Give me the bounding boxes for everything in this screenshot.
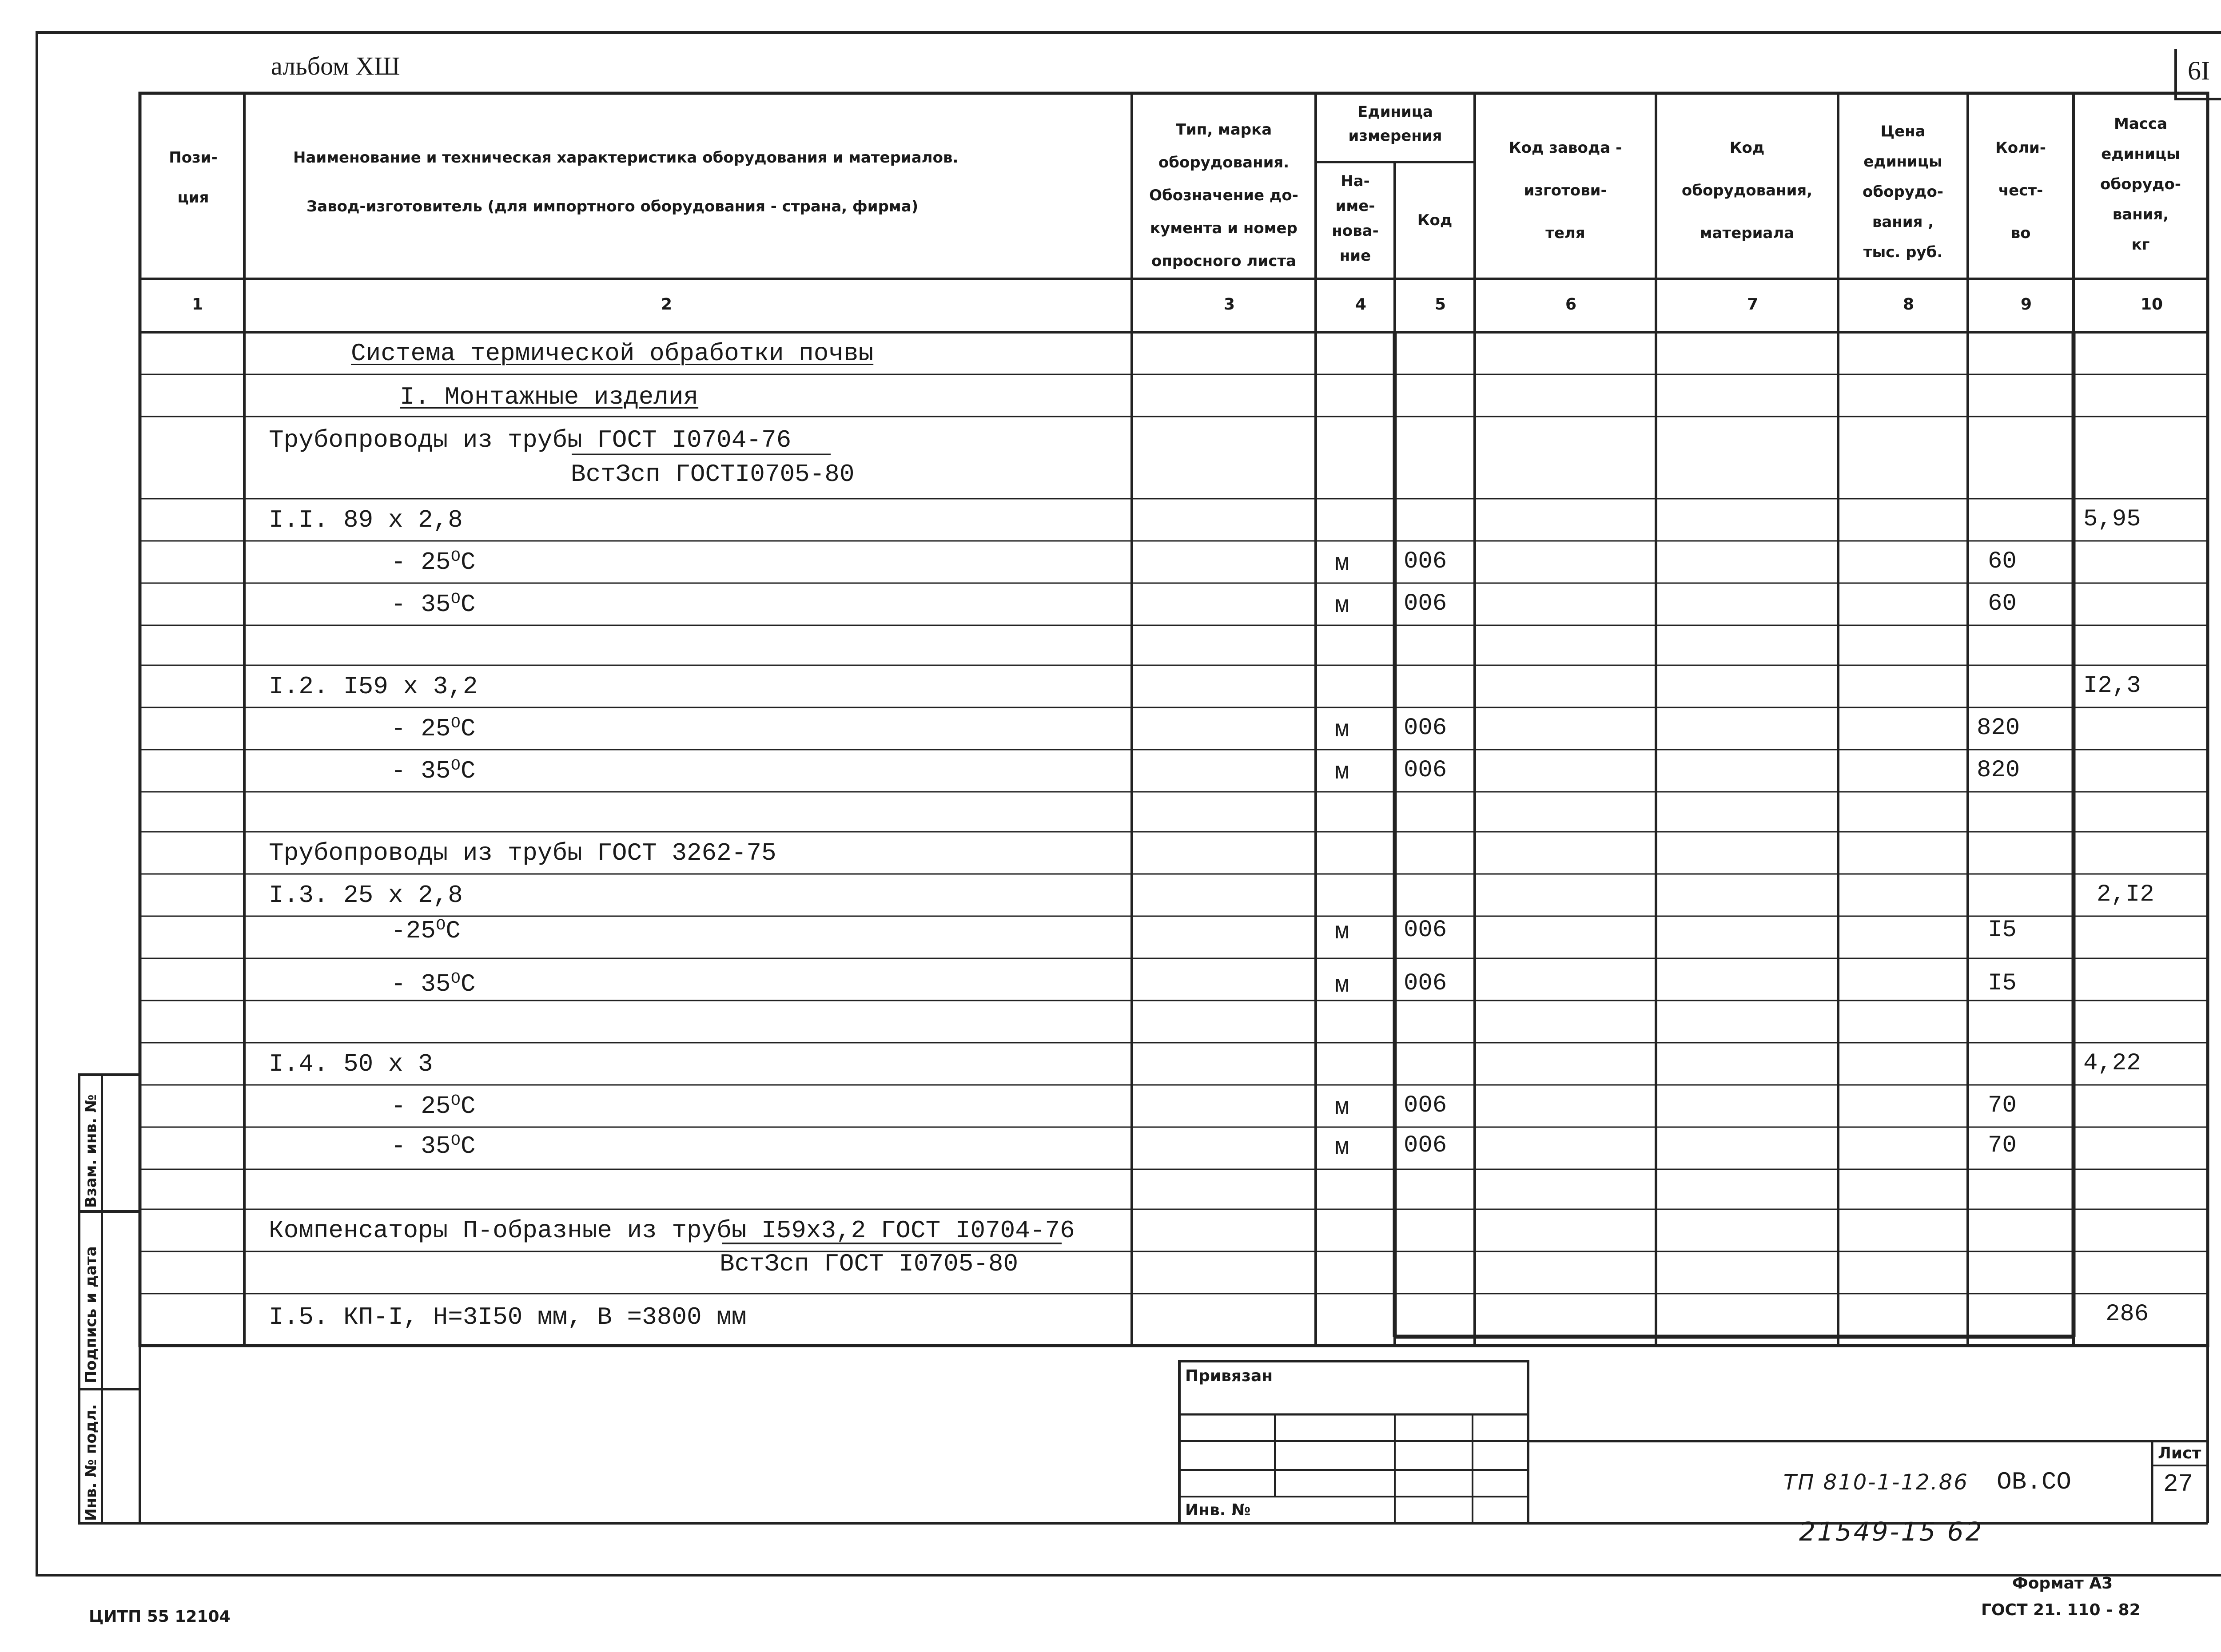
list-item: - 35⁰С bbox=[391, 590, 476, 619]
stamp-privyazan: Привязан bbox=[1185, 1367, 1273, 1385]
unit-cell: м bbox=[1335, 972, 1349, 999]
page-number: 6I bbox=[2188, 56, 2210, 85]
list-item: Компенсаторы П-образные из трубы I59x3,2 ГОСТ I0704-76 bbox=[269, 1216, 1075, 1245]
qty-cell: 820 bbox=[1977, 715, 2020, 742]
code-cell: 006 bbox=[1404, 757, 1447, 784]
qty-cell: I5 bbox=[1988, 970, 2017, 997]
stamp-doc-code: ТП 810-1-12.86 bbox=[1783, 1470, 1969, 1495]
list-item: - 25⁰С bbox=[391, 548, 476, 576]
unit-cell: м bbox=[1335, 759, 1349, 786]
list-item: ВстЗсп ГОСТI0705-80 bbox=[571, 460, 855, 488]
sidebar-inv: Инв. № подл. bbox=[82, 1404, 100, 1521]
sidebar-vzam: Взам. инв. № bbox=[82, 1094, 100, 1208]
list-item: I.2. I59 x 3,2 bbox=[269, 672, 478, 701]
col-10-title: Масса единицы оборудо- вания, кг bbox=[2100, 115, 2181, 254]
list-item: - 25⁰С bbox=[391, 1092, 476, 1120]
code-cell: 006 bbox=[1404, 1132, 1447, 1159]
code-cell: 006 bbox=[1404, 970, 1447, 997]
unit-group-title: Единица измерения bbox=[1348, 103, 1442, 145]
list-item: - 25⁰С bbox=[391, 715, 476, 743]
list-item: I.5. КП-I, Н=3I50 мм, В =3800 мм bbox=[269, 1303, 747, 1331]
col-6-title: Код завода - изготови- теля bbox=[1509, 139, 1622, 242]
col-8-title: Цена единицы оборудо- вания , тыс. руб. bbox=[1863, 123, 1943, 261]
stamp-format: Формат А3 bbox=[2012, 1574, 2113, 1592]
qty-cell: 70 bbox=[1988, 1092, 2017, 1119]
subsection-title: I. Монтажные изделия bbox=[400, 383, 699, 411]
col-4-title: На- име- нова- ние bbox=[1332, 172, 1379, 265]
code-cell: 006 bbox=[1404, 917, 1447, 944]
qty-cell: 820 bbox=[1977, 757, 2020, 784]
col-5-title: Код bbox=[1417, 211, 1453, 229]
section-title: Система термической обработки почвы bbox=[351, 339, 874, 368]
list-item: I.I. 89 x 2,8 bbox=[269, 506, 463, 534]
code-cell: 006 bbox=[1404, 548, 1447, 575]
stamp-gost: ГОСТ 21. 110 - 82 bbox=[1981, 1601, 2141, 1619]
code-cell: 006 bbox=[1404, 590, 1447, 617]
album-title: альбом XШ bbox=[271, 52, 400, 80]
code-cell: 006 bbox=[1404, 1092, 1447, 1119]
list-item: Трубопроводы из трубы ГОСТ 3262-75 bbox=[269, 839, 776, 867]
code-cell: 006 bbox=[1404, 715, 1447, 742]
list-item: I.4. 50 x 3 bbox=[269, 1050, 433, 1078]
list-item: - 35⁰С bbox=[391, 757, 476, 785]
stamp-handwritten: 21549-15 62 bbox=[1799, 1517, 1984, 1547]
list-item: I.3. 25 x 2,8 bbox=[269, 881, 463, 909]
list-item: Трубопроводы из трубы ГОСТ I0704-76 bbox=[269, 426, 792, 454]
col-3-title: Тип, марка оборудования. Обозначение до- кумента и номер опросного листа bbox=[1149, 121, 1298, 270]
stamp-sheet-number: 27 bbox=[2163, 1470, 2193, 1498]
col-7-title: Код оборудования, материала bbox=[1681, 139, 1813, 242]
qty-cell: 60 bbox=[1988, 590, 2017, 617]
stamp-citp: ЦИТП 55 12104 bbox=[89, 1608, 231, 1626]
stamp-inv-no: Инв. № bbox=[1185, 1501, 1251, 1519]
list-item: ВстЗсп ГОСТ I0705-80 bbox=[720, 1250, 1019, 1278]
unit-cell: м bbox=[1335, 1134, 1349, 1161]
col-2-title: Наименование и техническая характеристика оборудования и материалов. Завод-изготовитель (для импортного оборудования - страна, фирма) bbox=[293, 149, 959, 215]
unit-cell: м bbox=[1335, 592, 1349, 620]
list-item: - 35⁰С bbox=[391, 1132, 476, 1160]
stamp-sheet-label: Лист bbox=[2158, 1444, 2201, 1462]
unit-cell: м bbox=[1335, 919, 1349, 946]
mass-cell: I2,3 bbox=[2083, 672, 2141, 699]
unit-cell: м bbox=[1335, 550, 1349, 577]
mass-cell: 4,22 bbox=[2083, 1050, 2141, 1077]
mass-cell: 286 bbox=[2106, 1301, 2149, 1328]
list-item: -25⁰С bbox=[391, 917, 461, 945]
mass-cell: 5,95 bbox=[2083, 506, 2141, 533]
sidebar-podpis: Подпись и дата bbox=[82, 1246, 100, 1383]
list-item: - 35⁰С bbox=[391, 970, 476, 998]
col-9-title: Коли- чест- во bbox=[1995, 139, 2046, 242]
mass-cell: 2,I2 bbox=[2097, 881, 2154, 908]
stamp-doc-suffix: ОВ.СО bbox=[1997, 1468, 2072, 1496]
qty-cell: 60 bbox=[1988, 548, 2017, 575]
col-1-title: Пози- ция bbox=[169, 149, 218, 206]
unit-cell: м bbox=[1335, 1094, 1349, 1121]
qty-cell: I5 bbox=[1988, 917, 2017, 944]
unit-cell: м bbox=[1335, 717, 1349, 744]
qty-cell: 70 bbox=[1988, 1132, 2017, 1159]
